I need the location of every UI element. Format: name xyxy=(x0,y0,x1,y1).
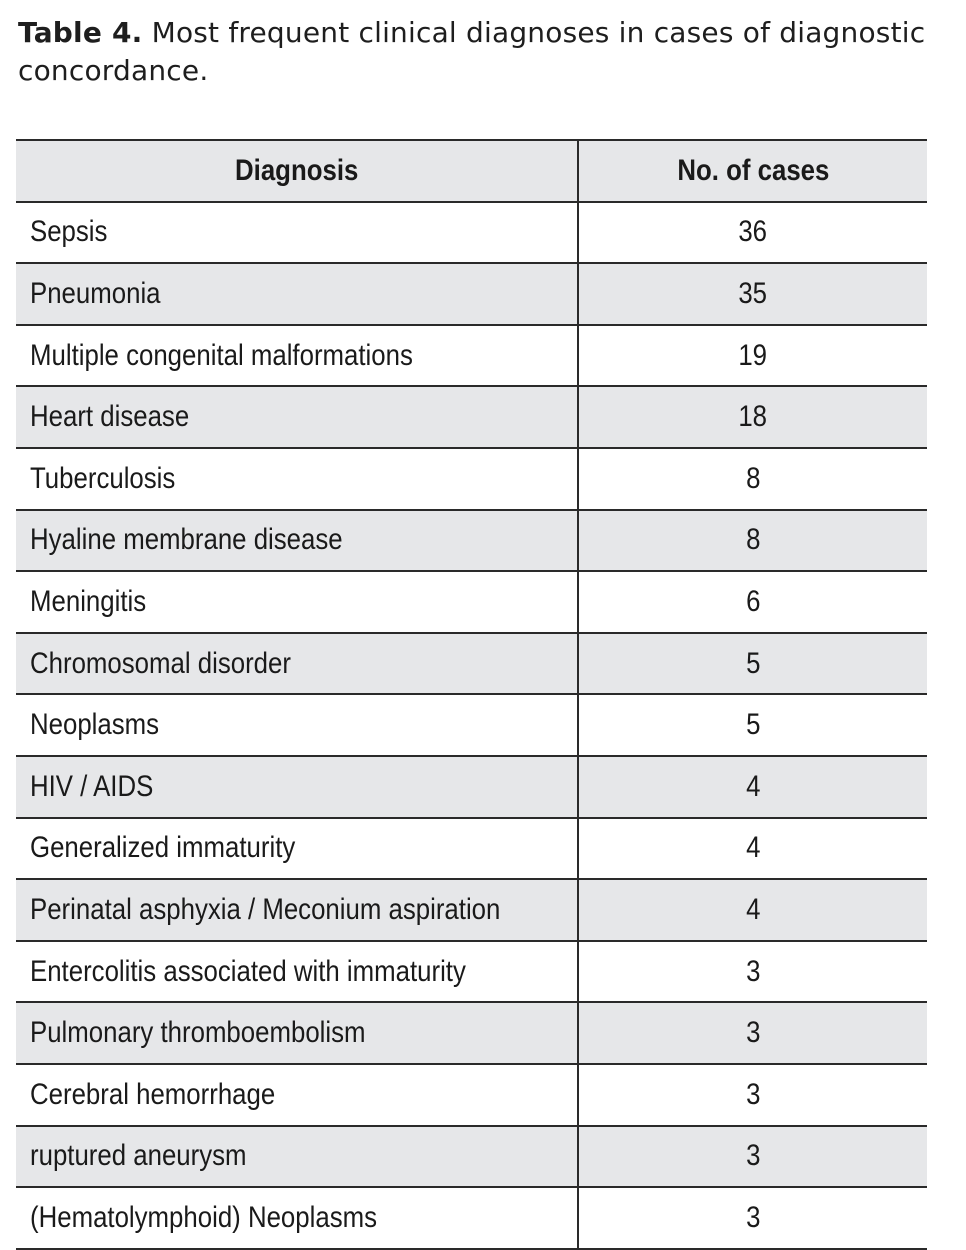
diagnoses-table xyxy=(16,139,927,1250)
cell-diagnosis: (Hematolymphoid) Neoplasms xyxy=(16,1187,578,1249)
table-row xyxy=(16,879,927,941)
table-row xyxy=(16,571,927,633)
table-row xyxy=(16,1187,927,1249)
cell-diagnosis: Tuberculosis xyxy=(16,448,578,510)
cell-cases: 36 xyxy=(578,202,927,264)
table-header-row xyxy=(16,140,927,202)
table-row xyxy=(16,633,927,695)
cell-diagnosis: Perinatal asphyxia / Meconium aspiration xyxy=(16,879,578,941)
table-row xyxy=(16,448,927,510)
table-row xyxy=(16,202,927,264)
cell-diagnosis: HIV / AIDS xyxy=(16,756,578,818)
cell-diagnosis: Heart disease xyxy=(16,386,578,448)
caption-label: Table 4. xyxy=(18,16,143,49)
cell-cases: 8 xyxy=(578,448,927,510)
cell-diagnosis: Multiple congenital malformations xyxy=(16,325,578,387)
table-row xyxy=(16,941,927,1003)
cell-cases: 5 xyxy=(578,694,927,756)
cell-diagnosis: ruptured aneurysm xyxy=(16,1126,578,1188)
table-row xyxy=(16,1002,927,1064)
header-cases: No. of cases xyxy=(578,140,927,202)
cell-diagnosis: Pulmonary thromboembolism xyxy=(16,1002,578,1064)
table-caption xyxy=(18,14,948,90)
cell-diagnosis: Entercolitis associated with immaturity xyxy=(16,941,578,1003)
cell-cases: 4 xyxy=(578,756,927,818)
table-row xyxy=(16,1064,927,1126)
caption-text: Most frequent clinical diagnoses in cases of diagnostic concordance. xyxy=(18,16,926,87)
table-row xyxy=(16,694,927,756)
cell-cases: 4 xyxy=(578,879,927,941)
cell-cases: 3 xyxy=(578,1126,927,1188)
cell-cases: 6 xyxy=(578,571,927,633)
cell-cases: 3 xyxy=(578,1064,927,1126)
table-row xyxy=(16,818,927,880)
table-row xyxy=(16,756,927,818)
cell-cases: 4 xyxy=(578,818,927,880)
table-row xyxy=(16,510,927,572)
cell-cases: 3 xyxy=(578,1002,927,1064)
cell-diagnosis: Hyaline membrane disease xyxy=(16,510,578,572)
table-row xyxy=(16,263,927,325)
table-row xyxy=(16,1126,927,1188)
cell-cases: 3 xyxy=(578,941,927,1003)
cell-diagnosis: Generalized immaturity xyxy=(16,818,578,880)
cell-cases: 3 xyxy=(578,1187,927,1249)
table-body xyxy=(16,202,927,1249)
cell-diagnosis: Sepsis xyxy=(16,202,578,264)
cell-diagnosis: Pneumonia xyxy=(16,263,578,325)
table-row xyxy=(16,325,927,387)
cell-cases: 5 xyxy=(578,633,927,695)
cell-cases: 8 xyxy=(578,510,927,572)
cell-cases: 18 xyxy=(578,386,927,448)
cell-cases: 35 xyxy=(578,263,927,325)
cell-diagnosis: Meningitis xyxy=(16,571,578,633)
header-diagnosis: Diagnosis xyxy=(16,140,578,202)
cell-cases: 19 xyxy=(578,325,927,387)
cell-diagnosis: Cerebral hemorrhage xyxy=(16,1064,578,1126)
cell-diagnosis: Chromosomal disorder xyxy=(16,633,578,695)
cell-diagnosis: Neoplasms xyxy=(16,694,578,756)
table-row xyxy=(16,386,927,448)
